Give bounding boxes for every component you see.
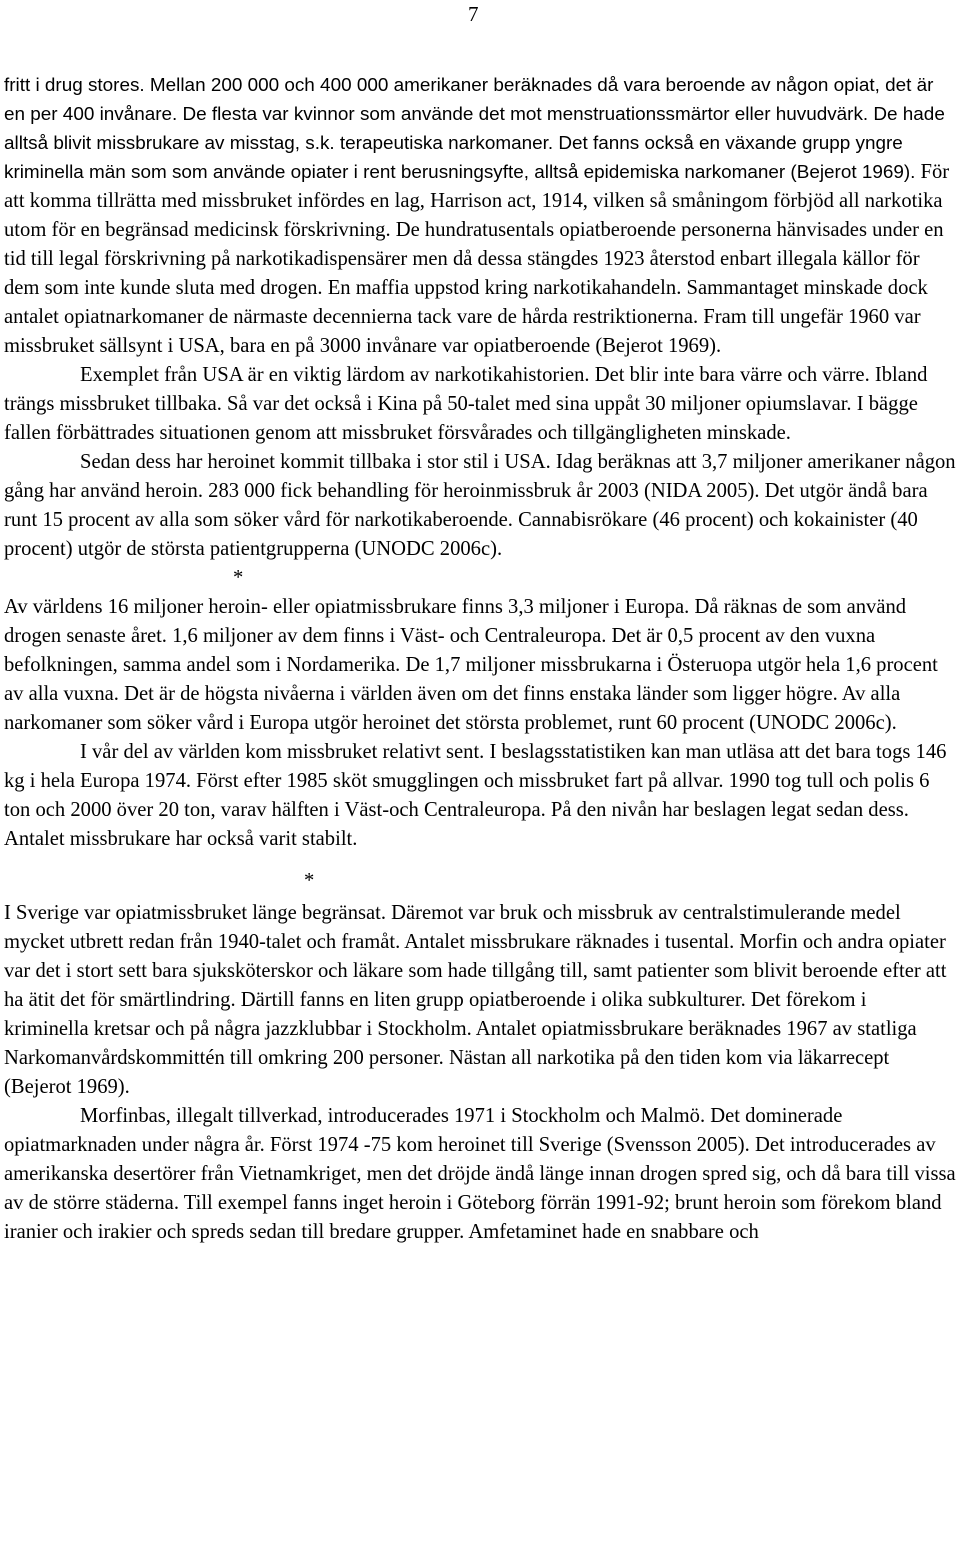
paragraph-6: I Sverige var opiatmissbruket länge begränsat. Däremot var bruk och missbruk av centralstimulerande medel mycket utbrett redan från 1940-talet och framåt. Antalet missbrukare räknades i tusental. Morfin och andra opiater var det i stort sett bara sjuksköterskor och läkare som hade tillgång till, samt patienter som blivit beroende efter att ha ätit det för smärtlindring. Därtill fanns en liten grupp opiatberoende i olika subkulturer. Det förekom i kriminella kretsar och på några jazzklubbar i Stockholm. Antalet opiatmissbrukare beräknades 1967 av statliga Narkomanvårdskommittén till omkring 200 personer. Nästan all narkotika på den tiden kom via läkarrecept (Bejerot 1969). (4, 902, 947, 1098)
paragraph-1-serif: För att komma tillrätta med missbruket infördes en lag, Harrison act, 1914, vilken så småningom förbjöd all narkotika utom för en begränsad medicinsk förskrivning. De hundratusentals opiatberoende personerna hänvisades under en tid till legal förskrivning på narkotikadispensärer men då dessa stängdes 1923 återstod enbart illegala källor för dem som inte kunde sluta med drogen. En maffia uppstod kring narkotikahandeln. Sammantaget minskade dock antalet opiatnarkomaner de närmaste decennierna tack vare de hårda restriktionerna. Fram till ungefär 1960 var missbruket sällsynt i USA, bara en på 3000 invånare var opiatberoende (Bejerot 1969). (4, 161, 950, 357)
document-body (4, 71, 956, 1247)
paragraph-5: I vår del av världen kom missbruket relativt sent. I beslagsstatistiken kan man utläsa att det bara togs 146 kg i hela Europa 1974. Först efter 1985 sköt smugglingen och missbruket fart på allvar. 1990 tog tull och polis 6 ton och 2000 över 20 ton, varav hälften i Väst-och Centraleuropa. På den nivån har beslagen legat sedan dess. Antalet missbrukare har också varit stabilt. (4, 741, 947, 850)
paragraph-4: Av världens 16 miljoner heroin- eller opiatmissbrukare finns 3,3 miljoner i Europa. Då räknas de som använd drogen senaste året. 1,6 miljoner av dem finns i Väst- och Centraleuropa. Det är 0,5 procent av den vuxna befolkningen, samma andel som i Nordamerika. De 1,7 miljoner missbrukarna i Österuopa utgör hela 1,6 procent av alla vuxna. Det är de högsta nivåerna i världen även om det finns enstaka länder som ligger högre. Av alla narkomaner som söker vård i Europa utgör heroinet det största problemet, runt 60 procent (UNODC 2006c). (4, 596, 938, 734)
section-separator-2: * (304, 870, 315, 892)
paragraph-7: Morfinbas, illegalt tillverkad, introducerades 1971 i Stockholm och Malmö. Det dominerade opiatmarknaden under några år. Först 1974 -75 kom heroinet till Sverige (Svensson 2005). Det introducerades av amerikanska desertörer från Vietnamkriget, men det dröjde ändå länge innan drogen spred sig, och då bara till vissa av de större städerna. Till exempel fanns inget heroin i Göteborg förrän 1991-92; brunt heroin som förekom bland iranier och irakier och spreds sedan till bredare grupper. Amfetaminet hade en snabbare och (4, 1105, 956, 1243)
paragraph-3: Sedan dess har heroinet kommit tillbaka i stor stil i USA. Idag beräknas att 3,7 miljoner amerikaner någon gång har använd heroin. 283 000 fick behandling för heroinmissbruk år 2003 (NIDA 2005). Det utgör ändå bara runt 15 procent av alla som söker vård för narkotikaberoende. Cannabisrökare (46 procent) och kokainister (40 procent) utgör de största patientgrupperna (UNODC 2006c). (4, 451, 956, 560)
paragraph-1 (4, 71, 956, 361)
paragraph-2: Exemplet från USA är en viktig lärdom av narkotikahistorien. Det blir inte bara värre och värre. Ibland trängs missbruket tillbaka. Så var det också i Kina på 50-talet med sina uppåt 30 miljoner opiumslavar. I bägge fallen förbättrades situationen genom att missbruket försvårades och tillgängligheten minskade. (4, 364, 928, 444)
paragraph-1-sans: fritt i drug stores. Mellan 200 000 och 400 000 amerikaner beräknades då vara beroende av någon opiat, det är en per 400 invånare. De flesta var kvinnor som använde det mot menstruationssmärtor eller huvudvärk. De hade alltså blivit missbrukare av misstag, s.k. terapeutiska narkomaner. Det fanns också en växande grupp yngre kriminella män som som använde opiater i rent berusningsyfte, alltså epidemiska narkomaner (Bejerot 1969). (4, 75, 945, 183)
page-number: 7 (468, 2, 479, 26)
section-separator-1: * (233, 567, 244, 589)
